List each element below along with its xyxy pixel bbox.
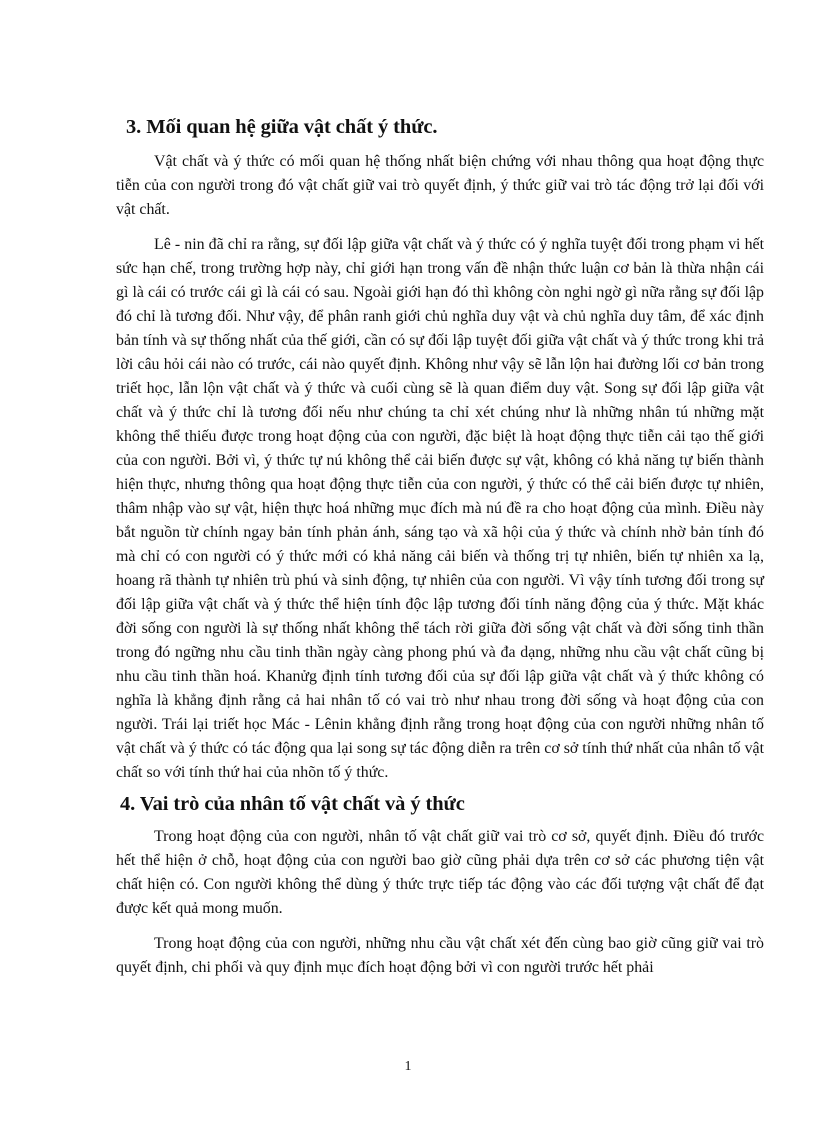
section-4-heading: 4. Vai trò của nhân tố vật chất và ý thức bbox=[120, 793, 465, 815]
section-3-paragraph-2: Lê - nin đã chỉ ra rằng, sự đối lập giữa vật chất và ý thức có ý nghĩa tuyệt đối trong phạm vi hết sức hạn chế, trong trường hợp này, chỉ giới hạn trong vấn đề nhận thức luận cơ bản là thừa nhận cái gì là cái có trước cái gì là cái có sau. Ngoài giới hạn đó thì không còn nghi ngờ gì nữa rằng sự đối lập đó chỉ là tương đối. Như vậy, để phân ranh giới chủ nghĩa duy vật và chủ nghĩa duy tâm, để xác định bản tính và sự thống nhất của thế giới, cần có sự đối lập tuyệt đối giữa vật chất và ý thức trong khi trả lời câu hỏi cái nào có trước, cái nào quyết định. Không như vậy sẽ lẫn lộn hai đường lối cơ bản trong triết học, lẫn lộn vật chất và ý thức và cuối cùng sẽ là quan điểm duy vật. Song sự đối lập giữa vật chất và ý thức chỉ là tương đối nếu như chúng ta chỉ xét chúng như là những nhân tú những mặt không thể thiếu được trong hoạt động của con người, đặc biệt là hoạt động thực tiễn cải tạo thế giới của con người. Bởi vì, ý thức tự nú không thể cải biến được sự vật, không có khả năng tự biến thành hiện thực, nhưng thông qua hoạt động thực tiễn của con người, ý thức có thể cải biến được tự nhiên, thâm nhập vào sự vật, hiện thực hoá những mục đích mà nú đề ra cho hoạt động của mình. Điều này bắt nguồn từ chính ngay bản tính phản ánh, sáng tạo và xã hội của ý thức và chính nhờ bản tính đó mà chỉ có con người có ý thức mới có khả năng cải biến và thống trị tự nhiên, biến tự nhiên xa lạ, hoang rã thành tự nhiên trù phú và sinh động, tự nhiên của con người. Vì vậy tính tương đối trong sự đối lập giữa vật chất và ý thức thể hiện tính độc lập tương đối tính năng động của ý thức. Mặt khác đời sống con người là sự thống nhất không thể tách rời giữa đời sống vật chất và đời sống tinh thần trong đó ngững nhu cầu tinh thần ngày càng phong phú và đa dạng, những nhu cầu vật chất cũng bị nhu cầu tinh thần hoá. Khanửg định tính tương đối của sự đối lập giữa vật chất và ý thức không có nghĩa là khẳng định rằng cả hai nhân tố có vai trò như nhau trong đời sống và hoạt động của con người. Trái lại triết học Mác - Lênin khẳng định rằng trong hoạt động của con người những nhân tố vật chất và ý thức có tác động qua lại song sự tác động diễn ra trên cơ sở tính thứ nhất của nhân tố vật chất so với tính thứ hai của nhõn tố ý thức. bbox=[116, 236, 764, 781]
section-3-heading: 3. Mối quan hệ giữa vật chất ý thức. bbox=[126, 116, 438, 138]
section-4-paragraph-1: Trong hoạt động của con người, nhân tố vật chất giữ vai trò cơ sở, quyết định. Điều đó trước hết thể hiện ở chỗ, hoạt động của con người bao giờ cũng phải dựa trên cơ sở các phương tiện vật chất hiện có. Con người không thể dùng ý thức trực tiếp tác động vào các đối tượng vật chất để đạt được kết quả mong muốn. bbox=[116, 828, 764, 917]
section-4-paragraph-2: Trong hoạt động của con người, những nhu cầu vật chất xét đến cùng bao giờ cũng giữ vai trò quyết định, chi phối và quy định mục đích hoạt động bởi vì con người trước hết phải bbox=[116, 935, 764, 976]
section-3-paragraph-1: Vật chất và ý thức có mối quan hệ thống nhất biện chứng với nhau thông qua hoạt động thực tiễn của con người trong đó vật chất giữ vai trò quyết định, ý thức giữ vai trò tác động trở lại đối với vật chất. bbox=[116, 153, 764, 218]
page-body bbox=[116, 112, 764, 980]
page-number: 1 bbox=[404, 1059, 412, 1074]
